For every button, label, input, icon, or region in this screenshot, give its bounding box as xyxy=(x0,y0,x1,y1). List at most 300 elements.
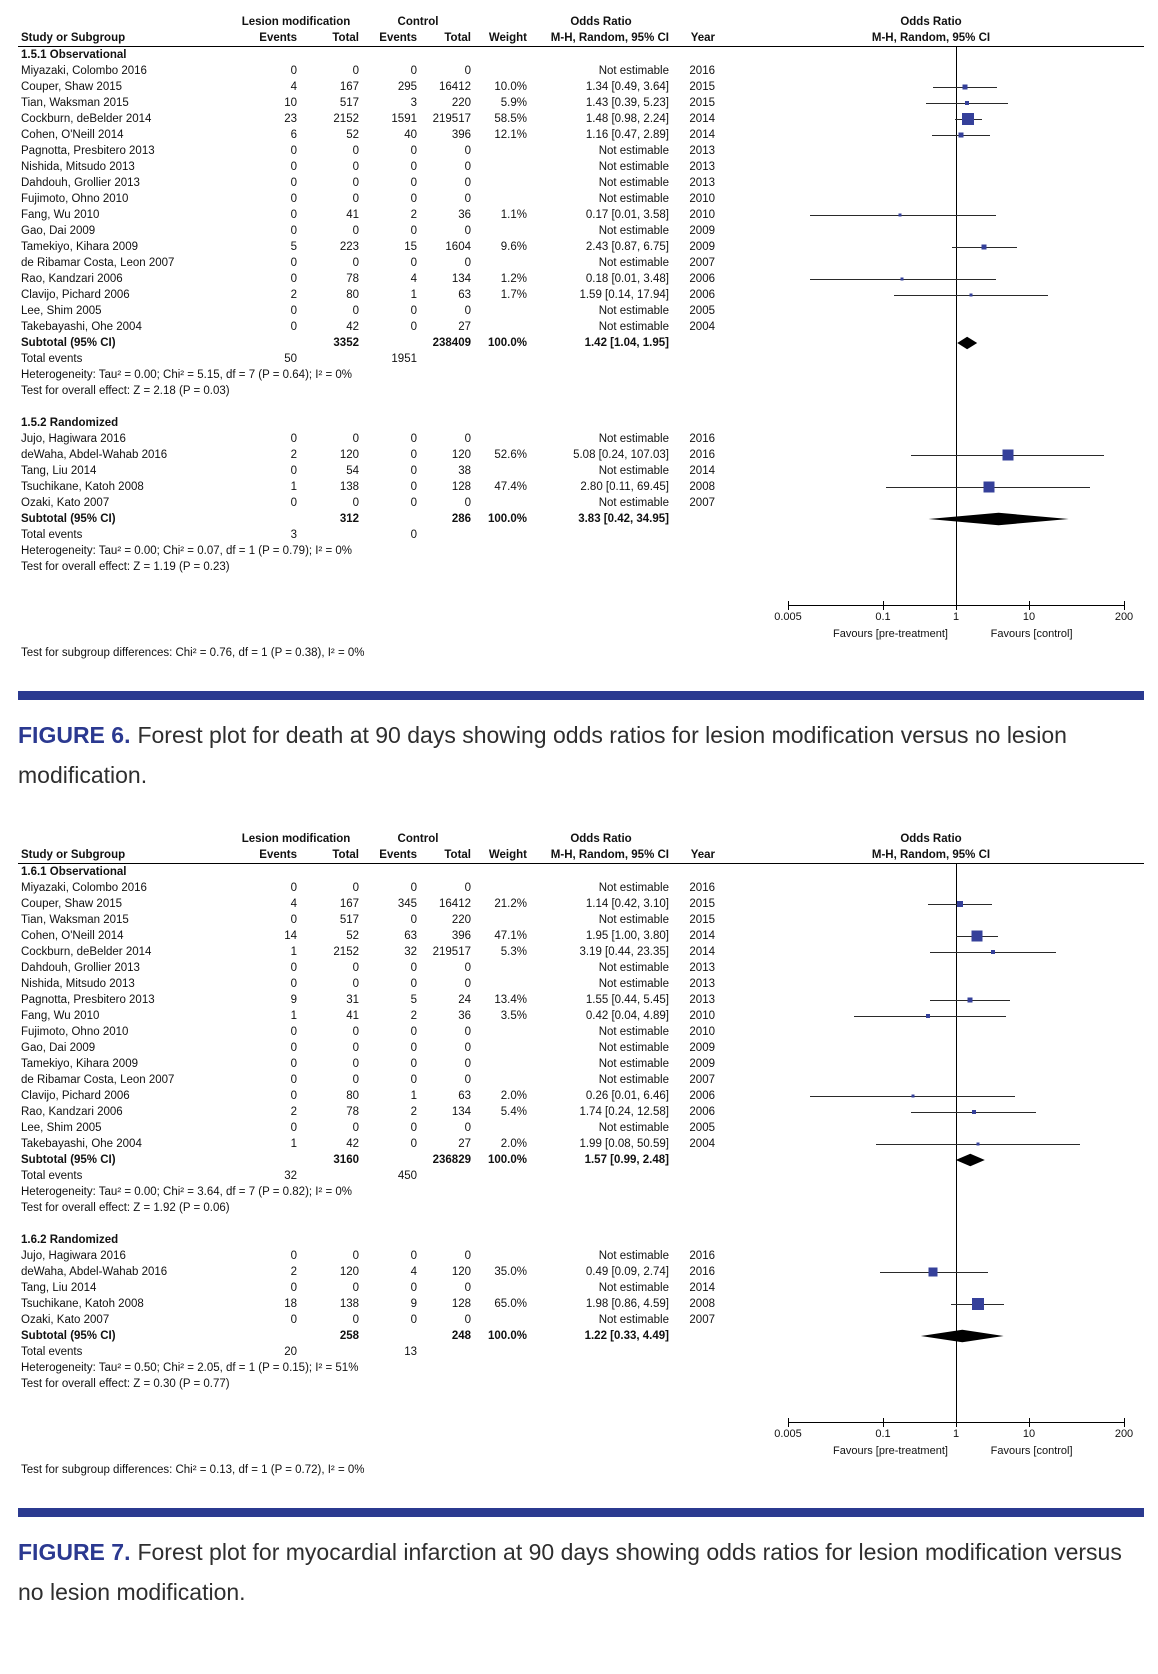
events-control: 4 xyxy=(410,1266,417,1279)
study-name: Clavijo, Pichard 2006 xyxy=(21,1090,130,1103)
column-group-lesion-modification: Lesion modification xyxy=(241,833,351,846)
total-control: 0 xyxy=(464,962,471,975)
total-control: 24 xyxy=(458,994,471,1007)
events-control: 0 xyxy=(410,1042,417,1055)
year: 2009 xyxy=(689,1042,715,1055)
year: 2006 xyxy=(689,1090,715,1103)
study-name: Couper, Shaw 2015 xyxy=(21,81,123,93)
or-marker xyxy=(976,1143,979,1146)
or-marker xyxy=(958,133,963,138)
plot-cell xyxy=(718,223,1144,239)
study-row xyxy=(18,1136,1144,1152)
or-ci-text: Not estimable xyxy=(598,65,669,77)
weight: 13.4% xyxy=(494,994,527,1007)
axis-tick-label: 0.005 xyxy=(774,611,802,623)
events-lesion: 0 xyxy=(290,1074,297,1087)
plot-cell xyxy=(718,319,1144,335)
section-spacer xyxy=(18,399,1144,415)
total-control: 134 xyxy=(451,1106,471,1119)
events-lesion: 0 xyxy=(290,1250,297,1263)
weight: 35.0% xyxy=(494,1266,527,1279)
plot-cell xyxy=(718,143,1144,159)
total-control: 0 xyxy=(464,177,471,189)
subtotal-diamond xyxy=(788,512,1124,526)
favours-right-label: Favours [control] xyxy=(990,1445,1073,1458)
events-lesion: 2 xyxy=(290,449,297,461)
total-control: 16412 xyxy=(439,81,471,93)
plot-row-span xyxy=(788,1328,1124,1344)
events-control: 63 xyxy=(404,930,417,943)
axis-tick-label: 1 xyxy=(952,1428,960,1441)
or-ci-text: Not estimable xyxy=(598,225,669,237)
total-lesion: 167 xyxy=(339,898,359,911)
weight: 2.0% xyxy=(500,1090,527,1103)
events-control: 0 xyxy=(410,1058,417,1071)
total-control: 63 xyxy=(458,289,471,301)
study-name: Tsuchikane, Katoh 2008 xyxy=(21,1298,144,1311)
or-ci-text: Not estimable xyxy=(598,882,669,895)
weight: 1.2% xyxy=(500,273,527,285)
plot-row-span xyxy=(788,1280,1124,1296)
events-control: 0 xyxy=(410,1122,417,1135)
overall-effect-text: Test for overall effect: Z = 1.92 (P = 0.06) xyxy=(21,1202,230,1215)
year: 2007 xyxy=(689,497,715,509)
plot-row-span xyxy=(788,63,1124,79)
subtotal-label: Subtotal (95% CI) xyxy=(21,513,116,525)
weight: 21.2% xyxy=(494,898,527,911)
year: 2014 xyxy=(689,129,715,141)
plot-row-span xyxy=(788,1056,1124,1072)
study-row xyxy=(18,303,1144,319)
or-marker xyxy=(929,1268,938,1277)
events-control: 0 xyxy=(410,225,417,237)
or-marker xyxy=(900,278,903,281)
events-lesion: 23 xyxy=(284,113,297,125)
total-events-label: Total events xyxy=(21,1170,83,1183)
plot-cell xyxy=(718,463,1144,479)
or-ci-text: 0.49 [0.09, 2.74] xyxy=(585,1266,669,1279)
total-lesion: 0 xyxy=(352,1122,359,1135)
subgroup-label-row xyxy=(18,1232,1144,1248)
subtotal-weight: 100.0% xyxy=(487,1330,527,1343)
weight: 58.5% xyxy=(494,113,527,125)
total-lesion: 167 xyxy=(339,81,359,93)
events-lesion: 0 xyxy=(290,978,297,991)
total-control: 0 xyxy=(464,1314,471,1327)
column-header-mh-ci: M-H, Random, 95% CI xyxy=(550,32,669,44)
events-lesion: 0 xyxy=(290,914,297,927)
year: 2014 xyxy=(689,946,715,959)
events-control: 0 xyxy=(410,321,417,333)
total-control: 38 xyxy=(458,465,471,477)
column-group-lesion-modification: Lesion modification xyxy=(241,16,351,28)
events-lesion: 0 xyxy=(290,465,297,477)
events-lesion: 1 xyxy=(290,946,297,959)
study-row xyxy=(18,111,1144,127)
plot-row-span xyxy=(788,143,1124,159)
or-marker xyxy=(965,101,969,105)
events-lesion: 0 xyxy=(290,1058,297,1071)
study-name: Nishida, Mitsudo 2013 xyxy=(21,161,135,173)
events-lesion: 0 xyxy=(290,305,297,317)
year: 2013 xyxy=(689,978,715,991)
plot-row-span xyxy=(788,1024,1124,1040)
subtotal-total-lesion: 3352 xyxy=(333,337,359,349)
events-control: 0 xyxy=(410,1026,417,1039)
plot-cell xyxy=(718,944,1144,960)
or-marker xyxy=(926,1014,930,1018)
events-control: 5 xyxy=(410,994,417,1007)
total-control: 0 xyxy=(464,433,471,445)
plot-cell xyxy=(718,431,1144,447)
or-marker xyxy=(991,950,995,954)
study-row xyxy=(18,143,1144,159)
events-control: 2 xyxy=(410,1010,417,1023)
column-header-study: Study or Subgroup xyxy=(21,32,126,44)
study-row xyxy=(18,287,1144,303)
plot-row-span xyxy=(788,1072,1124,1088)
favours-left-label: Favours [pre-treatment] xyxy=(833,1445,948,1458)
events-control: 0 xyxy=(410,65,417,77)
plot-row-span xyxy=(788,239,1124,255)
total-lesion: 0 xyxy=(352,962,359,975)
year: 2010 xyxy=(689,193,715,205)
study-name: Lee, Shim 2005 xyxy=(21,305,102,317)
or-ci-text: 1.16 [0.47, 2.89] xyxy=(585,129,669,141)
plot-cell xyxy=(718,912,1144,928)
events-control: 345 xyxy=(397,898,417,911)
plot-cell xyxy=(718,1248,1144,1264)
study-row xyxy=(18,207,1144,223)
year: 2004 xyxy=(689,1138,715,1151)
study-row xyxy=(18,1280,1144,1296)
weight: 47.4% xyxy=(494,481,527,493)
year: 2008 xyxy=(689,481,715,493)
events-control: 0 xyxy=(410,257,417,269)
subtotal-label: Subtotal (95% CI) xyxy=(21,1154,116,1167)
or-ci-text: 1.59 [0.14, 17.94] xyxy=(579,289,669,301)
axis-tick-label: 10 xyxy=(1022,1428,1036,1441)
study-name: Rao, Kandzari 2006 xyxy=(21,273,123,285)
year: 2016 xyxy=(689,882,715,895)
events-control: 0 xyxy=(410,1282,417,1295)
events-lesion: 10 xyxy=(284,97,297,109)
or-marker xyxy=(972,931,983,942)
column-header-total-control: Total xyxy=(444,849,471,862)
year: 2016 xyxy=(689,433,715,445)
plot-row-span xyxy=(788,479,1124,495)
study-row xyxy=(18,1104,1144,1120)
total-control: 27 xyxy=(458,1138,471,1151)
total-lesion: 41 xyxy=(346,1010,359,1023)
or-ci-text: Not estimable xyxy=(598,145,669,157)
plot-row-span xyxy=(788,175,1124,191)
year: 2007 xyxy=(689,1314,715,1327)
plot-row-span xyxy=(788,159,1124,175)
or-ci-text: 0.17 [0.01, 3.58] xyxy=(585,209,669,221)
study-row xyxy=(18,223,1144,239)
weight: 2.0% xyxy=(500,1138,527,1151)
plot-header-mh-ci: M-H, Random, 95% CI xyxy=(871,849,991,862)
total-control: 220 xyxy=(451,914,471,927)
study-row xyxy=(18,1040,1144,1056)
study-row xyxy=(18,1056,1144,1072)
subtotal-or-ci-text: 1.22 [0.33, 4.49] xyxy=(584,1330,669,1343)
events-lesion: 2 xyxy=(290,1266,297,1279)
axis-tick-label: 10 xyxy=(1022,611,1036,623)
divider-bar xyxy=(18,1508,1144,1517)
axis-tick xyxy=(1029,601,1030,610)
events-control: 1 xyxy=(410,1090,417,1103)
total-lesion: 0 xyxy=(352,161,359,173)
study-row xyxy=(18,431,1144,447)
year: 2016 xyxy=(689,1266,715,1279)
plot-row-span xyxy=(788,1120,1124,1136)
or-marker xyxy=(1002,450,1013,461)
events-control: 0 xyxy=(410,1138,417,1151)
forest-plot-death-90-days xyxy=(18,8,1144,663)
total-control: 16412 xyxy=(439,898,471,911)
year: 2013 xyxy=(689,161,715,173)
events-lesion: 2 xyxy=(290,289,297,301)
total-lesion: 138 xyxy=(339,1298,359,1311)
or-ci-text: 1.55 [0.44, 5.45] xyxy=(585,994,669,1007)
or-ci-text: Not estimable xyxy=(598,1314,669,1327)
year: 2014 xyxy=(689,1282,715,1295)
year: 2015 xyxy=(689,81,715,93)
axis-tick-label: 0.1 xyxy=(875,1428,891,1441)
plot-cell xyxy=(718,1264,1144,1280)
events-lesion: 0 xyxy=(290,145,297,157)
or-marker xyxy=(972,1298,984,1310)
study-row xyxy=(18,1088,1144,1104)
year: 2016 xyxy=(689,65,715,77)
column-group-header-row xyxy=(18,831,1144,847)
text-row xyxy=(18,543,1144,559)
plot-cell xyxy=(718,960,1144,976)
axis-span xyxy=(774,591,1134,663)
events-lesion: 1 xyxy=(290,1010,297,1023)
total-lesion: 0 xyxy=(352,305,359,317)
year: 2014 xyxy=(689,930,715,943)
plot-row-span xyxy=(788,976,1124,992)
column-header-row xyxy=(18,847,1144,864)
study-name: Dahdouh, Grollier 2013 xyxy=(21,177,140,189)
plot-row-span xyxy=(788,495,1124,511)
events-lesion: 0 xyxy=(290,193,297,205)
total-control: 0 xyxy=(464,225,471,237)
weight: 5.3% xyxy=(500,946,527,959)
figure-6-block xyxy=(18,8,1144,795)
study-row xyxy=(18,912,1144,928)
year: 2013 xyxy=(689,962,715,975)
axis-tick xyxy=(883,601,884,610)
total-lesion: 138 xyxy=(339,481,359,493)
plot-row-span xyxy=(788,303,1124,319)
total-control: 0 xyxy=(464,1074,471,1087)
events-control: 0 xyxy=(410,1314,417,1327)
column-header-mh-ci: M-H, Random, 95% CI xyxy=(550,849,669,862)
study-row xyxy=(18,463,1144,479)
total-lesion: 0 xyxy=(352,177,359,189)
total-control: 219517 xyxy=(432,946,471,959)
plot-cell xyxy=(718,1088,1144,1104)
total-control: 0 xyxy=(464,1042,471,1055)
overall-effect-text: Test for overall effect: Z = 1.19 (P = 0.23) xyxy=(21,561,230,573)
or-ci-text: Not estimable xyxy=(598,1026,669,1039)
total-control: 0 xyxy=(464,497,471,509)
study-name: Miyazaki, Colombo 2016 xyxy=(21,882,147,895)
total-lesion: 80 xyxy=(346,1090,359,1103)
total-control: 0 xyxy=(464,882,471,895)
column-group-control: Control xyxy=(397,16,439,28)
events-control: 0 xyxy=(410,497,417,509)
column-header-weight: Weight xyxy=(488,32,527,44)
year: 2006 xyxy=(689,273,715,285)
total-control: 36 xyxy=(458,209,471,221)
subtotal-or-ci-text: 3.83 [0.42, 34.95] xyxy=(578,513,669,525)
plot-cell xyxy=(718,1312,1144,1328)
plot-cell xyxy=(718,1008,1144,1024)
or-ci-text: Not estimable xyxy=(598,1074,669,1087)
total-control: 0 xyxy=(464,305,471,317)
study-name: Tian, Waksman 2015 xyxy=(21,97,129,109)
study-row xyxy=(18,495,1144,511)
axis-tick-label: 0.1 xyxy=(875,611,891,623)
study-row xyxy=(18,239,1144,255)
total-lesion: 31 xyxy=(346,994,359,1007)
total-lesion: 0 xyxy=(352,1314,359,1327)
or-marker xyxy=(983,482,994,493)
or-marker xyxy=(912,1095,915,1098)
plot-cell xyxy=(718,191,1144,207)
study-name: Fang, Wu 2010 xyxy=(21,1010,100,1023)
study-name: Ozaki, Kato 2007 xyxy=(21,1314,110,1327)
text-row xyxy=(18,559,1144,575)
total-lesion: 120 xyxy=(339,449,359,461)
column-header-weight: Weight xyxy=(488,849,527,862)
subgroup-label: 1.5.2 Randomized xyxy=(21,417,119,429)
events-control: 32 xyxy=(404,946,417,959)
plot-title-odds-ratio: Odds Ratio xyxy=(900,833,962,846)
total-lesion: 0 xyxy=(352,882,359,895)
favours-left-label: Favours [pre-treatment] xyxy=(833,628,948,640)
subtotal-or-ci-text: 1.57 [0.99, 2.48] xyxy=(584,1154,669,1167)
total-events-label: Total events xyxy=(21,529,83,541)
plot-row-span xyxy=(788,992,1124,1008)
total-control: 36 xyxy=(458,1010,471,1023)
section-spacer xyxy=(18,575,1144,591)
total-control: 0 xyxy=(464,257,471,269)
or-ci-text: 1.14 [0.42, 3.10] xyxy=(585,898,669,911)
events-control: 2 xyxy=(410,209,417,221)
axis-tick xyxy=(788,601,789,610)
events-control: 0 xyxy=(410,177,417,189)
year: 2007 xyxy=(689,1074,715,1087)
column-header-year: Year xyxy=(690,32,715,44)
subgroup-label: 1.5.1 Observational xyxy=(21,49,127,61)
or-marker xyxy=(967,998,972,1003)
plot-cell xyxy=(718,880,1144,896)
plot-cell xyxy=(718,287,1144,303)
year: 2015 xyxy=(689,97,715,109)
column-header-study: Study or Subgroup xyxy=(21,849,126,862)
plot-cell xyxy=(718,1120,1144,1136)
events-control: 0 xyxy=(410,433,417,445)
events-lesion: 0 xyxy=(290,321,297,333)
events-lesion: 1 xyxy=(290,1138,297,1151)
or-marker xyxy=(982,245,987,250)
plot-row-span xyxy=(788,287,1124,303)
figure-caption xyxy=(18,716,1128,795)
subtotal-total-control: 236829 xyxy=(432,1154,471,1167)
plot-row-span xyxy=(788,944,1124,960)
events-control: 0 xyxy=(410,145,417,157)
column-header-events-control: Events xyxy=(379,32,417,44)
axis-plot xyxy=(718,1408,1144,1480)
total-lesion: 120 xyxy=(339,1266,359,1279)
or-marker xyxy=(962,113,974,125)
year: 2009 xyxy=(689,1058,715,1071)
events-control: 9 xyxy=(410,1298,417,1311)
year: 2013 xyxy=(689,994,715,1007)
plot-cell xyxy=(718,239,1144,255)
plot-cell xyxy=(718,79,1144,95)
column-group-odds-ratio: Odds Ratio xyxy=(570,833,632,846)
study-row xyxy=(18,319,1144,335)
study-name: Jujo, Hagiwara 2016 xyxy=(21,1250,126,1263)
plot-cell xyxy=(718,111,1144,127)
total-control: 128 xyxy=(451,481,471,493)
study-name: de Ribamar Costa, Leon 2007 xyxy=(21,1074,175,1087)
events-control: 4 xyxy=(410,273,417,285)
text-row xyxy=(18,1376,1144,1392)
plot-row-span xyxy=(788,1040,1124,1056)
plot-cell xyxy=(718,976,1144,992)
column-header-total-lesion: Total xyxy=(332,849,359,862)
heterogeneity-text: Heterogeneity: Tau² = 0.50; Chi² = 2.05, df = 1 (P = 0.15); I² = 51% xyxy=(21,1362,359,1375)
section-spacer xyxy=(18,1392,1144,1408)
study-row xyxy=(18,175,1144,191)
or-ci-text: 1.98 [0.86, 4.59] xyxy=(585,1298,669,1311)
plot-row-span xyxy=(788,1152,1124,1168)
subtotal-row xyxy=(18,335,1144,351)
total-lesion: 0 xyxy=(352,193,359,205)
plot-cell xyxy=(718,1136,1144,1152)
events-lesion: 0 xyxy=(290,1282,297,1295)
study-name: deWaha, Abdel-Wahab 2016 xyxy=(21,449,168,461)
or-ci-text: Not estimable xyxy=(598,962,669,975)
events-control: 0 xyxy=(410,978,417,991)
events-lesion: 0 xyxy=(290,1314,297,1327)
year: 2010 xyxy=(689,209,715,221)
year: 2013 xyxy=(689,145,715,157)
events-lesion: 0 xyxy=(290,273,297,285)
plot-row-span xyxy=(788,1264,1124,1280)
events-lesion: 4 xyxy=(290,898,297,911)
subtotal-total-control: 286 xyxy=(451,513,471,525)
total-control: 0 xyxy=(464,978,471,991)
plot-row-span xyxy=(788,896,1124,912)
or-ci-text: 1.43 [0.39, 5.23] xyxy=(585,97,669,109)
weight: 47.1% xyxy=(494,930,527,943)
events-control: 0 xyxy=(410,161,417,173)
plot-row-span xyxy=(788,1104,1124,1120)
forest-plot-mi-90-days xyxy=(18,825,1144,1480)
events-control: 0 xyxy=(410,1250,417,1263)
or-ci-text: 3.19 [0.44, 23.35] xyxy=(579,946,669,959)
study-name: Rao, Kandzari 2006 xyxy=(21,1106,123,1119)
